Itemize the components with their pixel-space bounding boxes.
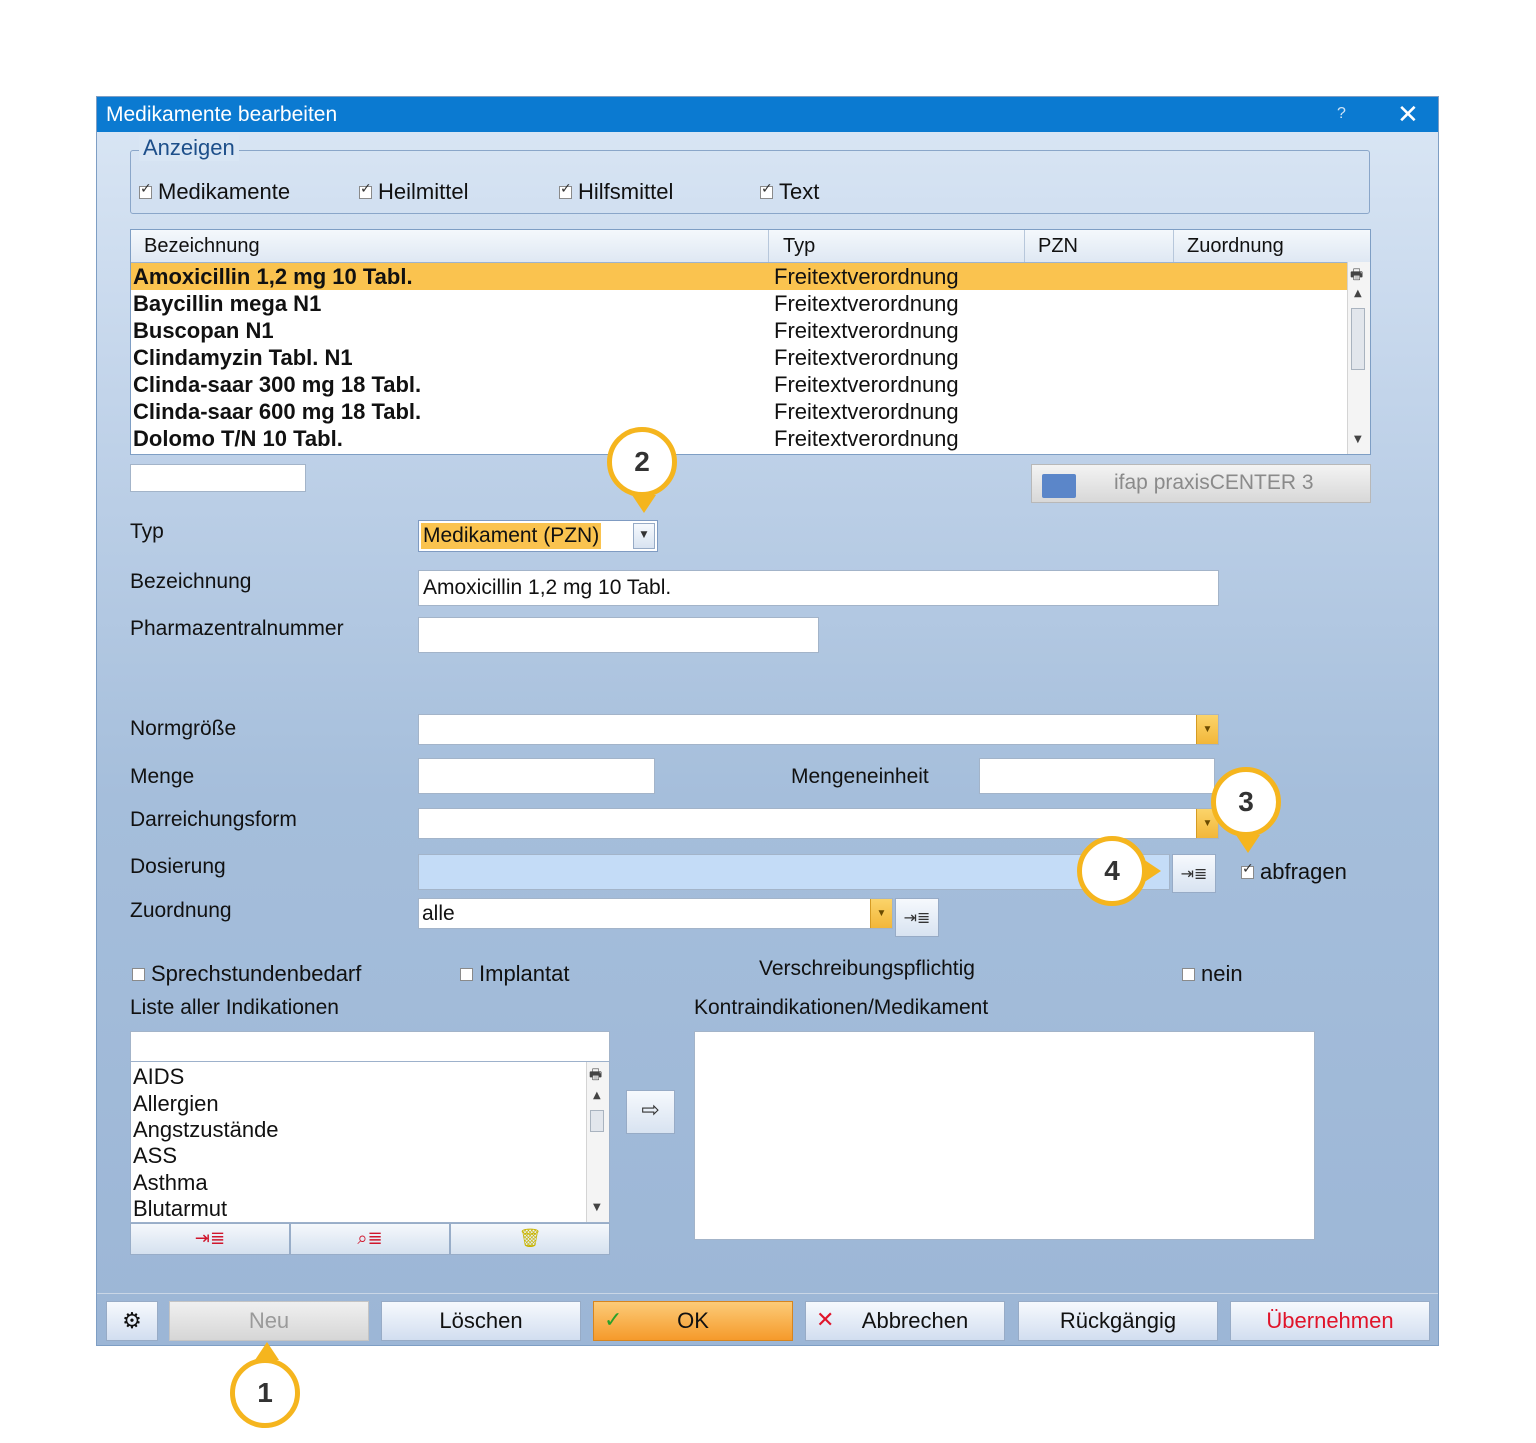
arrow-right-icon: ⇨ (641, 1098, 660, 1123)
table-header (131, 230, 1370, 263)
uebernehmen-button[interactable] (1230, 1301, 1430, 1341)
indikationen-search-input[interactable] (130, 1031, 610, 1062)
print-icon[interactable]: 🖶 (589, 1067, 603, 1083)
loeschen-button-label: Löschen (439, 1308, 523, 1333)
menge-label: Menge (130, 765, 195, 788)
scroll-up-icon[interactable]: ▲ (593, 1090, 601, 1101)
rueckgaengig-button-label: Rückgängig (1059, 1308, 1177, 1333)
abbrechen-button-label: Abbrechen (861, 1308, 969, 1333)
darreichungsform-select[interactable] (418, 808, 1219, 839)
list-item[interactable]: Angstzustände (133, 1117, 279, 1142)
checkbox-label: Implantat (479, 961, 570, 986)
table-row[interactable]: Dolomo T/N 10 Tabl. Freitextverordnung (133, 426, 959, 451)
neu-button[interactable] (169, 1301, 369, 1341)
pzn-input[interactable] (418, 617, 819, 653)
callout-pointer (1236, 835, 1260, 853)
checkbox-text[interactable] (760, 179, 819, 205)
pzn-label: Pharmazentralnummer (130, 617, 344, 640)
medikamente-table (130, 229, 1371, 455)
kontra-list[interactable] (694, 1031, 1315, 1240)
loeschen-button[interactable] (381, 1301, 581, 1341)
list-item[interactable]: Asthma (133, 1170, 208, 1195)
cross-icon: ✕ (816, 1308, 835, 1333)
anzeigen-group (130, 135, 1370, 214)
zuordnung-value: alle (422, 902, 455, 925)
ifap-praxiscenter-button[interactable] (1031, 464, 1371, 503)
mengeneinheit-label: Mengeneinheit (791, 765, 929, 788)
verschreibungspflichtig-label: Verschreibungspflichtig (759, 957, 975, 980)
table-row[interactable]: Clindamyzin Tabl. N1 Freitextverordnung (133, 345, 959, 370)
table-row[interactable]: Clinda-saar 600 mg 18 Tabl. Freitextverordnung (133, 399, 959, 424)
checkbox-icon[interactable] (1241, 866, 1254, 879)
checkbox-label: Hilfsmittel (578, 179, 674, 204)
checkbox-label: Text (779, 179, 820, 204)
trash-icon: 🗑 (518, 1228, 542, 1249)
typ-select-value: Medikament (PZN) (423, 524, 600, 547)
ok-button[interactable] (593, 1301, 793, 1341)
checkbox-abfragen[interactable] (1241, 859, 1347, 885)
scroll-thumb[interactable] (590, 1110, 604, 1132)
close-icon[interactable]: ✕ (1397, 99, 1419, 129)
callout-3: 3 (1211, 767, 1281, 837)
window-title: Medikamente bearbeiten (106, 103, 338, 126)
scroll-down-icon[interactable]: ▼ (593, 1202, 601, 1213)
check-icon: ✓ (604, 1308, 623, 1333)
kontra-title: Kontraindikationen/Medikament (694, 996, 989, 1019)
normgroesse-label: Normgröße (130, 717, 237, 740)
bezeichnung-input[interactable] (418, 570, 1219, 606)
chevron-down-icon[interactable]: ▼ (633, 523, 655, 549)
checkbox-icon[interactable] (559, 186, 572, 199)
table-row[interactable]: Amoxicillin 1,2 mg 10 Tabl. Freitextverordnung (131, 263, 1347, 290)
checkbox-medikamente[interactable] (139, 179, 290, 205)
ifap-button-label: ifap praxisCENTER 3 (1114, 471, 1314, 494)
chevron-down-icon[interactable]: ▼ (1196, 809, 1218, 838)
zuordnung-label: Zuordnung (130, 899, 232, 922)
scroll-up-icon[interactable]: ▲ (1354, 288, 1362, 299)
medikamente-dialog (96, 96, 1439, 1346)
checkbox-icon[interactable] (359, 186, 372, 199)
bezeichnung-label: Bezeichnung (130, 570, 252, 593)
checkbox-icon[interactable] (132, 968, 145, 981)
dosierung-label: Dosierung (130, 855, 226, 878)
dosierung-input[interactable] (418, 854, 1170, 890)
column-header-typ[interactable]: Typ (783, 235, 816, 257)
bezeichnung-value: Amoxicillin 1,2 mg 10 Tabl. (423, 576, 672, 599)
indikationen-title: Liste aller Indikationen (130, 996, 339, 1019)
darreichungsform-label: Darreichungsform (130, 808, 297, 831)
insert-list-icon: ⇥≣ (903, 908, 931, 927)
typ-select[interactable] (418, 520, 658, 552)
anzeigen-group-title: Anzeigen (139, 135, 239, 161)
checkbox-icon[interactable] (1182, 968, 1195, 981)
checkbox-label: Medikamente (158, 179, 291, 204)
add-list-icon: ⇥≣ (194, 1228, 226, 1249)
checkbox-icon[interactable] (139, 186, 152, 199)
checkbox-implantat[interactable] (460, 961, 570, 987)
list-item[interactable]: Blutarmut (133, 1196, 228, 1221)
uebernehmen-button-label: Übernehmen (1266, 1308, 1394, 1333)
table-search-input[interactable] (130, 464, 306, 492)
menge-input[interactable] (418, 758, 655, 794)
table-row[interactable]: Baycillin mega N1 Freitextverordnung (133, 291, 959, 316)
checkbox-sprechstundenbedarf[interactable] (132, 961, 361, 987)
footer-divider (97, 1293, 1438, 1294)
checkbox-label: nein (1201, 961, 1243, 986)
indikationen-scrollbar[interactable] (586, 1062, 609, 1222)
column-header-bezeichnung[interactable]: Bezeichnung (144, 235, 260, 257)
print-icon[interactable]: 🖶 (1350, 267, 1364, 283)
list-item[interactable]: AIDS (133, 1064, 185, 1089)
checkbox-icon[interactable] (460, 968, 473, 981)
table-scrollbar[interactable] (1347, 262, 1370, 454)
indikation-delete-button[interactable] (450, 1223, 610, 1255)
checkbox-label: Sprechstundenbedarf (151, 961, 362, 986)
table-row[interactable]: Buscopan N1 Freitextverordnung (133, 318, 959, 343)
mengeneinheit-input[interactable] (979, 758, 1215, 794)
transfer-arrow-button[interactable] (626, 1090, 675, 1134)
neu-button-label: Neu (248, 1308, 290, 1333)
indikationen-toolbar (130, 1223, 610, 1255)
rueckgaengig-button[interactable] (1018, 1301, 1218, 1341)
zuordnung-textblock-button[interactable] (895, 898, 939, 937)
callout-4: 4 (1077, 836, 1147, 906)
title-bar (97, 97, 1438, 132)
callout-2: 2 (607, 427, 677, 497)
gear-icon: ⚙ (122, 1309, 142, 1334)
checkbox-heilmittel[interactable] (359, 179, 468, 205)
indikation-search-button[interactable] (290, 1223, 450, 1255)
scroll-down-icon[interactable]: ▼ (1354, 434, 1362, 445)
help-button[interactable]: ? (1337, 105, 1346, 122)
table-row[interactable]: Clinda-saar 300 mg 18 Tabl. Freitextverordnung (133, 372, 959, 397)
indikationen-list (130, 1061, 610, 1223)
normgroesse-select[interactable] (418, 714, 1219, 745)
insert-list-icon: ⇥≣ (1180, 864, 1208, 883)
settings-button[interactable] (106, 1301, 158, 1341)
checkbox-hilfsmittel[interactable] (559, 179, 673, 205)
dosierung-textblock-button[interactable] (1172, 854, 1216, 893)
indikation-add-button[interactable] (130, 1223, 290, 1255)
column-header-zuordnung[interactable]: Zuordnung (1187, 235, 1284, 257)
search-list-icon: ⌕≣ (357, 1228, 383, 1249)
chevron-down-icon[interactable]: ▼ (870, 899, 892, 928)
list-item[interactable]: Allergien (133, 1091, 219, 1116)
callout-pointer (632, 495, 656, 513)
checkbox-nein[interactable] (1182, 961, 1243, 987)
abbrechen-button[interactable] (805, 1301, 1005, 1341)
checkbox-icon[interactable] (760, 186, 773, 199)
typ-label: Typ (130, 520, 164, 543)
zuordnung-select[interactable] (418, 898, 893, 929)
column-header-pzn[interactable]: PZN (1038, 235, 1078, 257)
ifap-icon (1042, 474, 1076, 498)
ok-button-label: OK (677, 1308, 709, 1333)
callout-1: 1 (230, 1358, 300, 1428)
scroll-thumb[interactable] (1351, 308, 1365, 370)
checkbox-label: Heilmittel (378, 179, 469, 204)
list-item[interactable]: ASS (133, 1143, 178, 1168)
chevron-down-icon[interactable]: ▼ (1196, 715, 1218, 744)
checkbox-label: abfragen (1260, 859, 1347, 884)
